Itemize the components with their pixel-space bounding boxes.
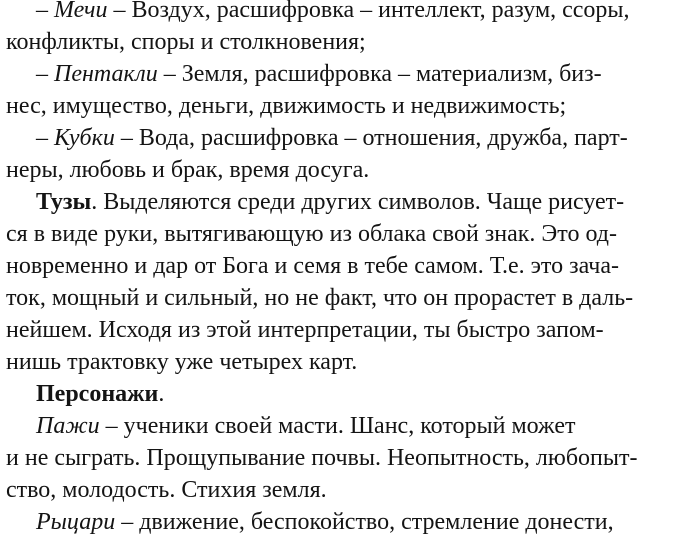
text: – Воздух, расшифровка – интеллект, разум, ссоры, xyxy=(107,0,630,23)
heading-tuzy: Тузы xyxy=(36,189,92,215)
paragraph-pazhi-line-3 xyxy=(6,474,327,506)
paragraph-pazhi-line-2 xyxy=(6,442,672,474)
text: ток, мощный и сильный, но не факт, что он прорастет в даль- xyxy=(6,285,634,311)
paragraph-pentakli-line-2 xyxy=(6,90,566,122)
paragraph-rytsari-line-1 xyxy=(36,506,672,538)
term-pazhi: Пажи xyxy=(36,413,100,439)
paragraph-mechi-line-1 xyxy=(36,0,672,26)
text: – ученики своей масти. Шанс, который может xyxy=(99,413,576,439)
text: ство, молодость. Стихия земля. xyxy=(6,477,327,503)
text: . Выделяются среди других символов. Чаще рисует- xyxy=(91,189,625,215)
term-kubki: Кубки xyxy=(54,125,115,151)
paragraph-tuzy-line-6 xyxy=(6,346,357,378)
paragraph-pazhi-line-1 xyxy=(36,410,672,442)
text: нес, имущество, деньги, движимость и недвижимость; xyxy=(6,93,567,119)
term-rytsari: Рыцари xyxy=(36,509,116,535)
text: конфликты, споры и столкновения; xyxy=(6,29,366,55)
dash: – xyxy=(36,61,54,87)
dash: – xyxy=(36,125,54,151)
paragraph-kubki-line-1 xyxy=(36,122,672,154)
paragraph-kubki-line-2 xyxy=(6,154,369,186)
text: нейшем. Исходя из этой интерпретации, ты быстро запом- xyxy=(6,317,604,343)
text: – движение, беспокойство, стремление донести, xyxy=(115,509,614,535)
dash: – xyxy=(36,0,54,23)
text: ся в виде руки, вытягивающую из облака свой знак. Это од- xyxy=(6,221,617,247)
paragraph-pentakli-line-1 xyxy=(36,58,672,90)
section-heading-personazhi xyxy=(36,378,164,410)
text: . xyxy=(158,381,165,407)
paragraph-tuzy-line-5 xyxy=(6,314,672,346)
text: нишь трактовку уже четырех карт. xyxy=(6,349,358,375)
paragraph-tuzy-line-3 xyxy=(6,250,672,282)
paragraph-mechi-line-2 xyxy=(6,26,366,58)
text: – Вода, расшифровка – отношения, дружба, парт- xyxy=(114,125,628,151)
text: неры, любовь и брак, время досуга. xyxy=(6,157,370,183)
term-mechi: Мечи xyxy=(54,0,108,23)
paragraph-tuzy-line-2 xyxy=(6,218,672,250)
heading-personazhi: Персонажи xyxy=(36,381,159,407)
text: – Земля, расшифровка – материализм, биз- xyxy=(157,61,602,87)
paragraph-tuzy-line-4 xyxy=(6,282,672,314)
text: новременно и дар от Бога и семя в тебе самом. Т.е. это зача- xyxy=(6,253,619,279)
text: и не сыграть. Прощупывание почвы. Неопытность, любопыт- xyxy=(6,445,638,471)
term-pentakli: Пентакли xyxy=(54,61,158,87)
paragraph-tuzy-line-1 xyxy=(36,186,672,218)
